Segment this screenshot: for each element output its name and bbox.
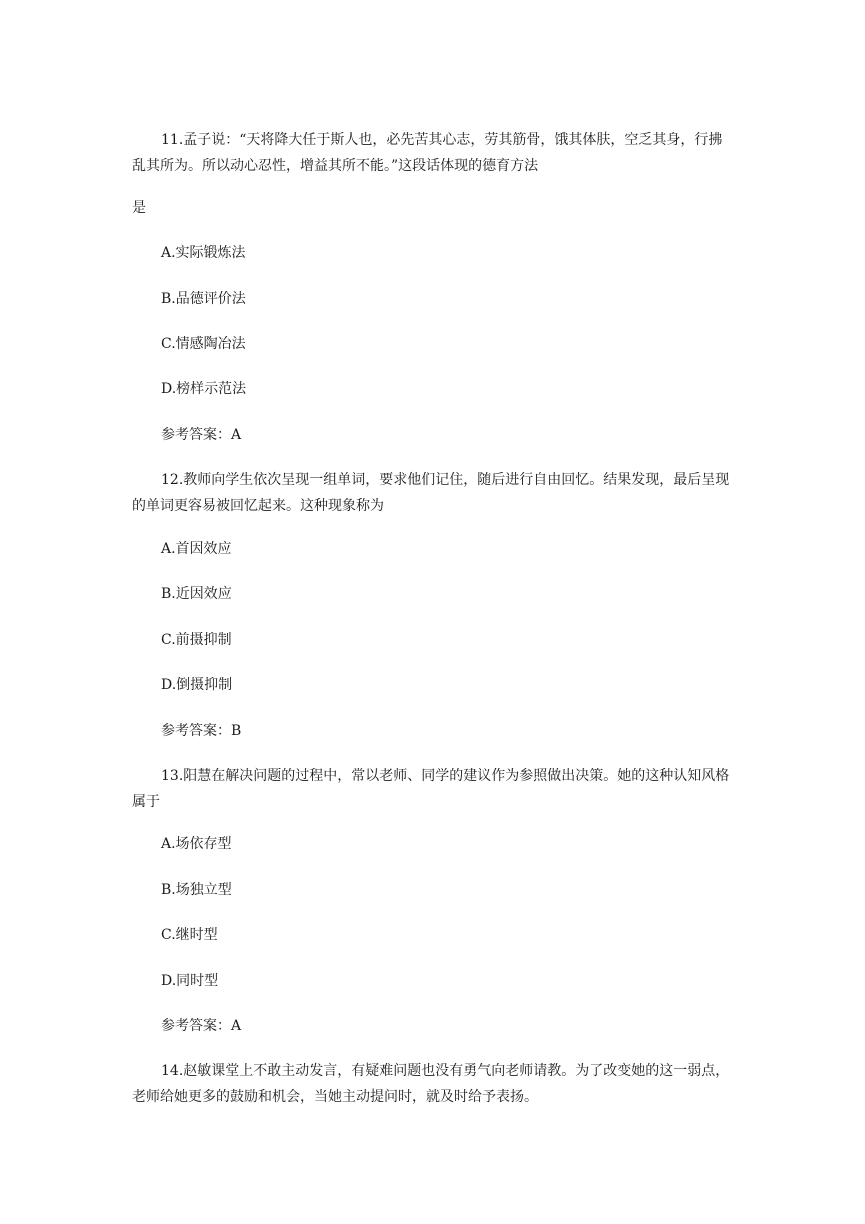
question-11-answer: 参考答案：A bbox=[161, 427, 242, 443]
question-13-stem: 13.阳慧在解决问题的过程中，常以老师、同学的建议作为参照做出决策。她的这种认知风格属于 bbox=[132, 768, 730, 810]
question-11-option-a: A.实际锻炼法 bbox=[161, 245, 246, 261]
question-13-answer: 参考答案：A bbox=[161, 1018, 242, 1034]
question-11-stem: 11.孟子说：“天将降大任于斯人也，必先苦其心志，劳其筋骨，饿其体肤，空乏其身，行拂乱其所为。所以动心忍性，增益其所不能。”这段话体现的德育方法 bbox=[132, 132, 723, 174]
question-11-stem-continuation: 是 bbox=[132, 200, 146, 216]
question-12-answer: 参考答案：B bbox=[161, 723, 242, 739]
question-12-option-d: D.倒摄抑制 bbox=[161, 677, 233, 693]
question-12-stem: 12.教师向学生依次呈现一组单词，要求他们记住，随后进行自由回忆。结果发现，最后呈现的单词更容易被回忆起来。这种现象称为 bbox=[132, 472, 730, 514]
question-13-option-a: A.场依存型 bbox=[161, 836, 232, 852]
question-11-option-d: D.榜样示范法 bbox=[161, 381, 247, 397]
question-12-option-b: B.近因效应 bbox=[161, 586, 232, 602]
question-13-option-c: C.继时型 bbox=[161, 927, 218, 943]
question-13-option-d: D.同时型 bbox=[161, 973, 219, 989]
question-13-option-b: B.场独立型 bbox=[161, 882, 232, 898]
question-14-stem: 14.赵敏课堂上不敢主动发言，有疑难问题也没有勇气向老师请教。为了改变她的这一弱点，老师给她更多的鼓励和机会，当她主动提问时，就及时给予表扬。 bbox=[132, 1063, 730, 1105]
question-11-option-c: C.情感陶冶法 bbox=[161, 336, 246, 352]
question-11-option-b: B.品德评价法 bbox=[161, 291, 246, 307]
question-12-option-c: C.前摄抑制 bbox=[161, 632, 232, 648]
question-12-option-a: A.首因效应 bbox=[161, 541, 232, 557]
